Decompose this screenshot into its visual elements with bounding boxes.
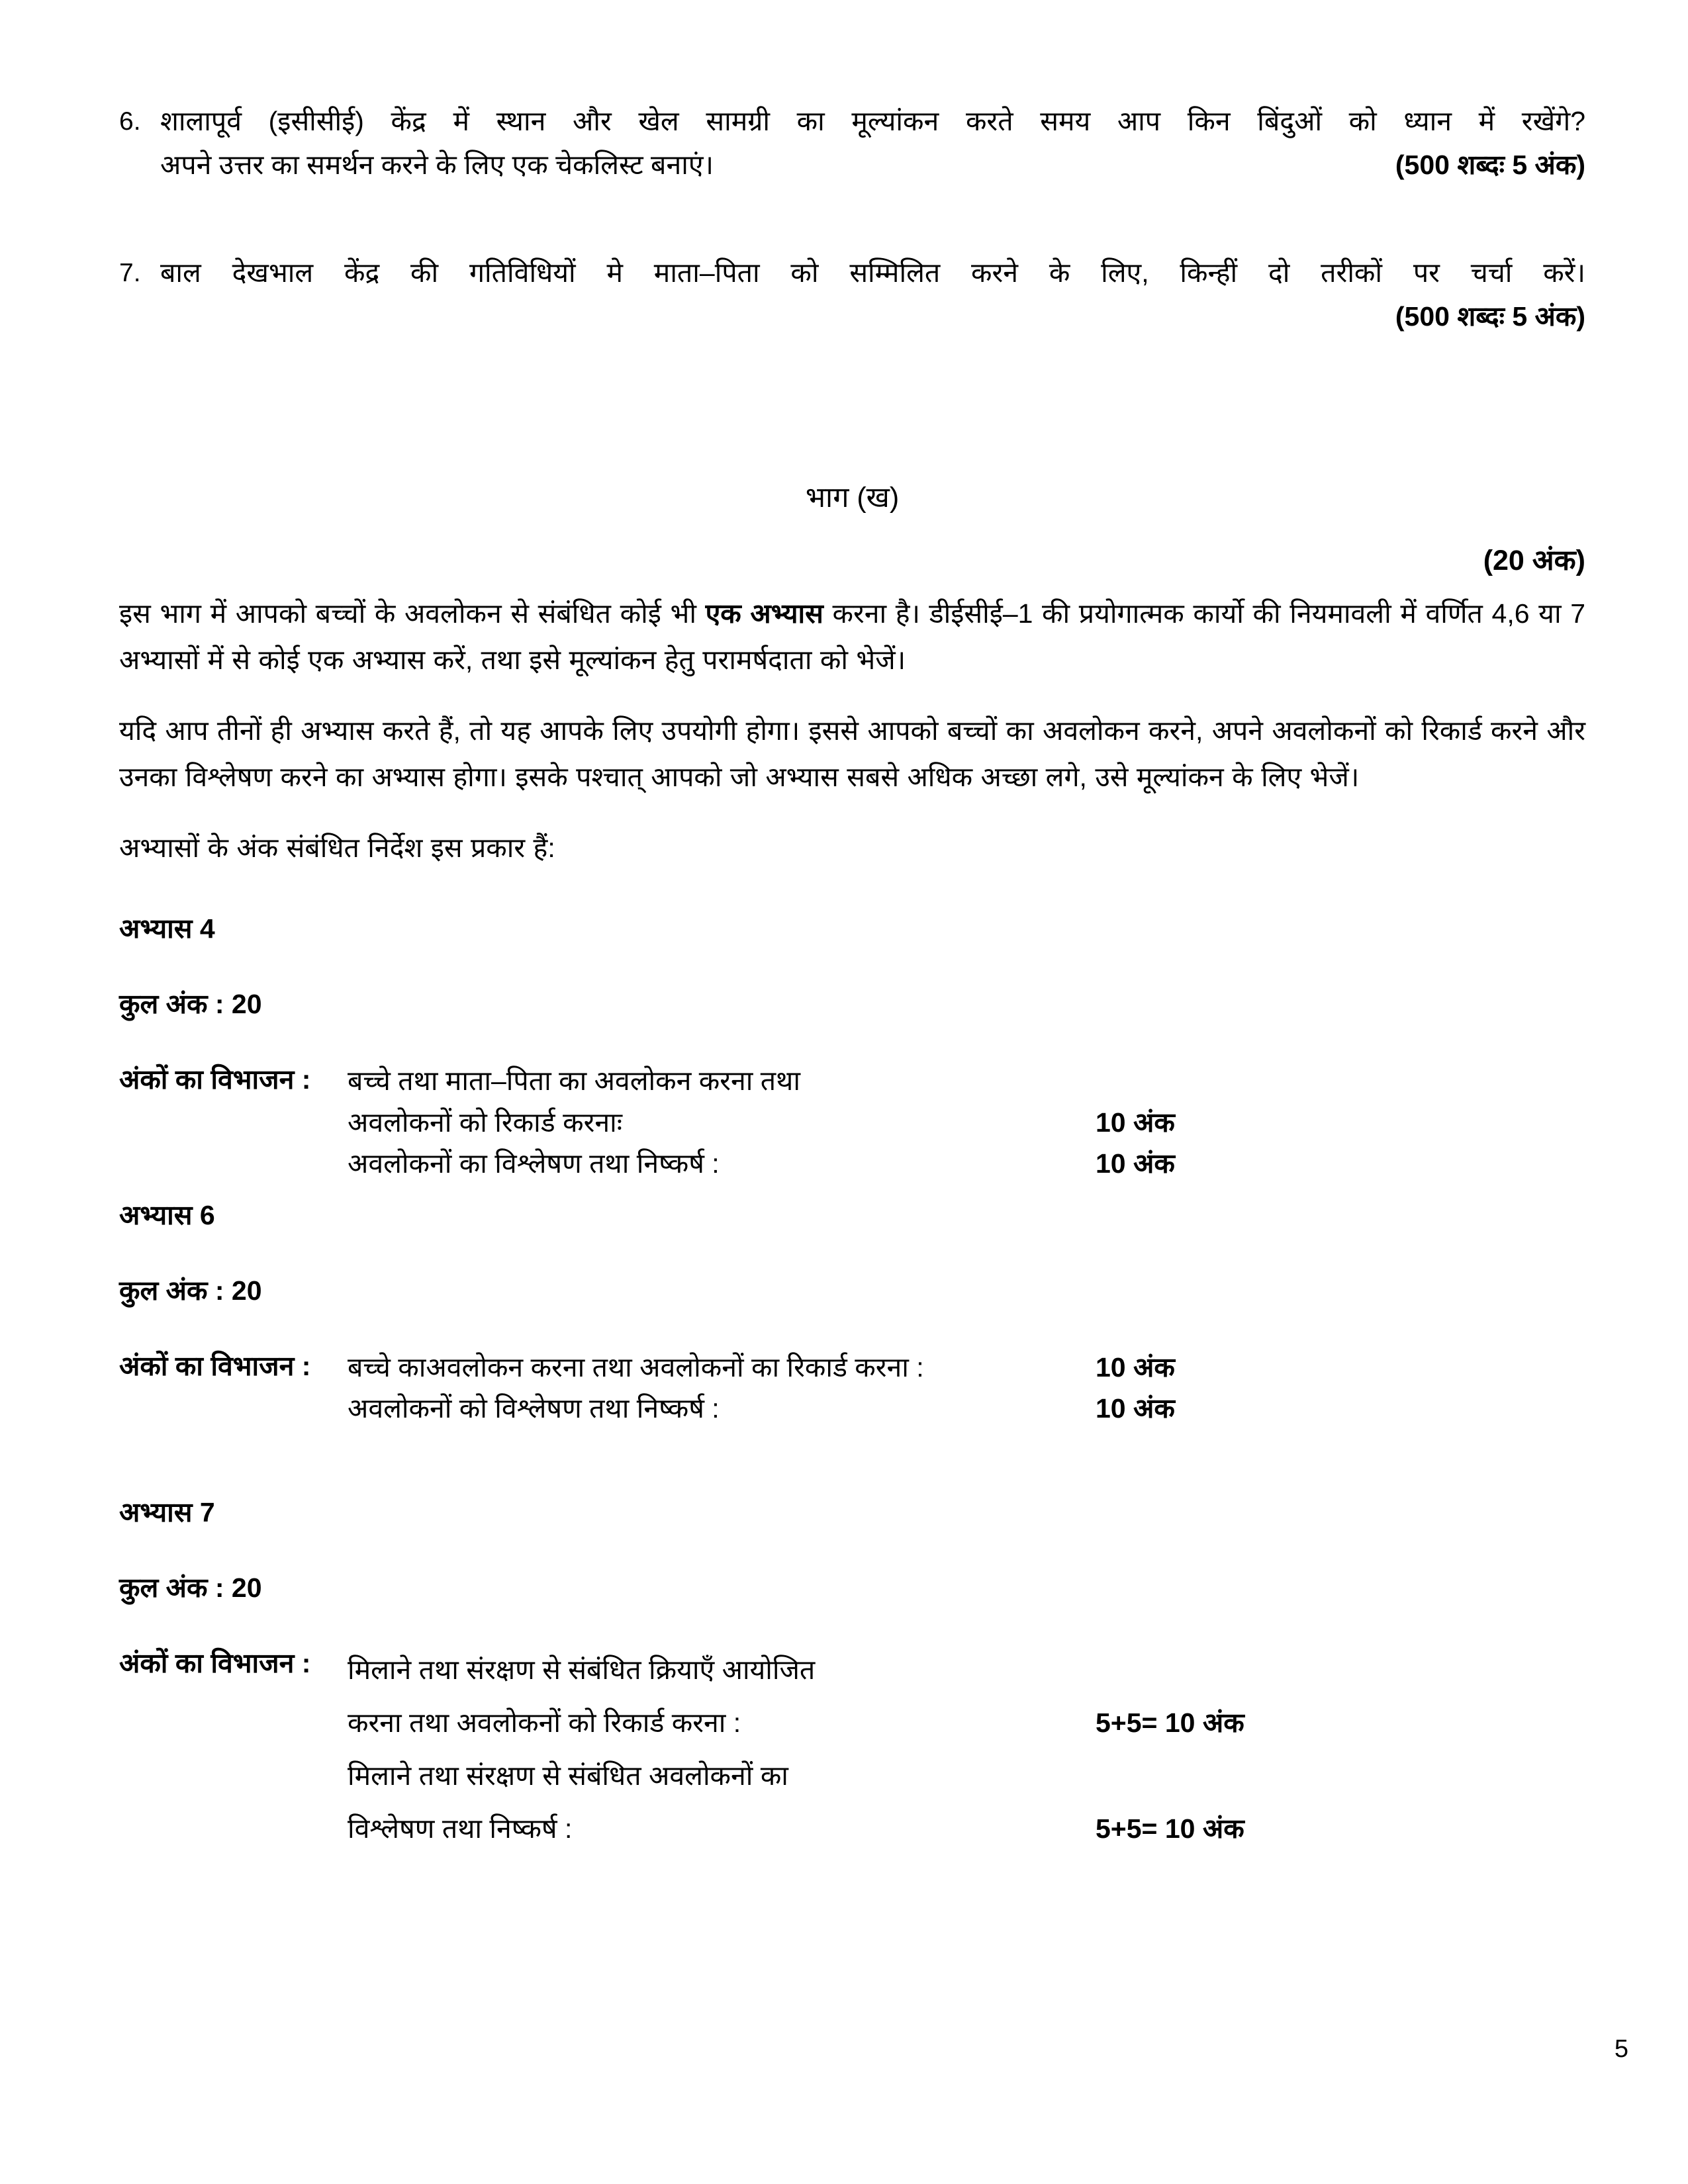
practice-7-row-4-text: विश्लेषण तथा निष्कर्ष : <box>348 1813 573 1844</box>
gap-before-practice-6 <box>119 1184 1585 1196</box>
question-6 <box>119 99 1585 187</box>
practice-7-breakdown-label: अंकों का विभाजन : <box>119 1647 311 1678</box>
part-paragraph-3: अभ्यासों के अंक संबंधित निर्देश इस प्रकार हैं: <box>119 832 555 863</box>
practice-7-row-3-text: मिलाने तथा संरक्षण से संबंधित अवलोकनों का <box>348 1760 788 1791</box>
page-content <box>119 0 1585 1856</box>
practice-6-total: कुल अंक : 20 <box>119 1275 262 1306</box>
practice-6-row-2-value: 10 अंक <box>1096 1393 1175 1424</box>
practice-7-total: कुल अंक : 20 <box>119 1572 262 1603</box>
practice-6-breakdown <box>119 1347 1585 1430</box>
practice-7-row-2-text: करना तथा अवलोकनों को रिकार्ड करना : <box>348 1707 741 1738</box>
practice-4-row-3 <box>348 1143 1585 1184</box>
practice-6-row-1 <box>348 1347 1585 1388</box>
practice-4-row-2-value: 10 अंक <box>1096 1107 1175 1138</box>
part-paragraph-2: यदि आप तीनों ही अभ्यास करते हैं, तो यह आपके लिए उपयोगी होगा। इससे आपको बच्चों का अवलोकन करने, अपने अवलोकनों को रिकार्ड करने और उनका विश्लेषण करने का अभ्यास होगा। इसके पश्चात् आपको जो अभ्यास सबसे अधिक अच्छा लगे, उसे मूल्यांकन के लिए भेजें। <box>119 715 1585 793</box>
gap-para-1-2 <box>119 684 1585 707</box>
question-6-number: 6. <box>119 107 141 136</box>
practice-6-breakdown-label: अंकों का विभाजन : <box>119 1351 311 1382</box>
gap-before-part <box>119 339 1585 438</box>
question-7-line-1: बाल देखभाल केंद्र की गतिविधियों मे माता–पिता को सम्मिलित करने के लिए, किन्हीं दो तरीकों पर चर्चा करें। <box>160 257 1585 288</box>
practice-7-row-3 <box>348 1750 1585 1803</box>
part-marks: (20 अंक) <box>1483 544 1585 576</box>
practice-6-row-1-text: बच्चे काअवलोकन करना तथा अवलोकनों का रिकार्ड करना : <box>348 1352 924 1383</box>
practice-6-title: अभ्यास 6 <box>119 1200 215 1231</box>
practice-4-title: अभ्यास 4 <box>119 913 215 944</box>
practice-6-row-2-text: अवलोकनों को विश्लेषण तथा निष्कर्ष : <box>348 1393 720 1424</box>
question-6-line-2-row <box>160 143 1585 187</box>
gap-para-2-3 <box>119 801 1585 825</box>
gap-before-part-2 <box>119 438 1585 477</box>
practice-6-breakdown-lines <box>348 1347 1585 1430</box>
gap-practice-6-total-breakdown <box>119 1308 1585 1347</box>
part-intro-paragraph <box>119 590 1585 684</box>
intro-text-b: करना है। डीईसीई–1 की प्रयोगात्मक कार्यो की नियमावली में वर्णित 4,6 या 7 अभ्यासों में से कोई एक अभ्यास करें, तथा इसे मूल्यांकन हेतु परामर्षदाता को भेजें। <box>119 598 1585 676</box>
gap-q6-q7 <box>119 187 1585 251</box>
gap-after-part-title <box>119 516 1585 539</box>
question-6-marks: (500 शब्दः 5 अंक) <box>1395 150 1585 181</box>
gap-practice-4-total-breakdown <box>119 1022 1585 1060</box>
gap-practice-4-title-total <box>119 946 1585 985</box>
practice-7-row-4-value: 5+5= 10 अंक <box>1096 1813 1244 1844</box>
practice-4-row-1 <box>348 1060 1585 1101</box>
practice-4-total: कुल अंक : 20 <box>119 989 262 1020</box>
practice-4-row-3-text: अवलोकनों का विश्लेषण तथा निष्कर्ष : <box>348 1148 720 1179</box>
practice-6-row-2 <box>348 1388 1585 1429</box>
practice-7-row-1 <box>348 1644 1585 1697</box>
practice-4-breakdown-lines <box>348 1060 1585 1184</box>
gap-after-part-marks <box>119 578 1585 590</box>
practice-4-row-2-text: अवलोकनों को रिकार्ड करनाः <box>348 1107 623 1138</box>
practice-4-row-2 <box>348 1102 1585 1143</box>
practice-7-breakdown <box>119 1644 1585 1856</box>
gap-before-practice-4 <box>119 871 1585 909</box>
question-6-line-1: शालापूर्व (इसीसीई) केंद्र में स्थान और खेल सामग्री का मूल्यांकन करते समय आप किन बिंदुओं को ध्यान में रखेंगे? <box>160 106 1585 136</box>
practice-7-row-1-text: मिलाने तथा संरक्षण से संबंधित क्रियाएँ आयोजित <box>348 1654 816 1685</box>
gap-practice-7-total-breakdown <box>119 1606 1585 1644</box>
gap-practice-6-title-total <box>119 1233 1585 1271</box>
practice-4-row-3-value: 10 अंक <box>1096 1148 1175 1179</box>
top-margin-spacer <box>119 0 1585 99</box>
part-title: भाग (ख) <box>805 481 900 514</box>
practice-7-title: अभ्यास 7 <box>119 1496 215 1527</box>
question-6-body <box>160 99 1585 187</box>
intro-text-bold: एक अभ्यास <box>705 598 823 629</box>
page-number: 5 <box>1614 2035 1628 2063</box>
practice-4-row-1-text: बच्चे तथा माता–पिता का अवलोकन करना तथा <box>348 1066 800 1097</box>
question-7 <box>119 251 1585 339</box>
question-7-body <box>160 251 1585 339</box>
practice-7-row-4 <box>348 1803 1585 1856</box>
gap-before-practice-7 <box>119 1430 1585 1493</box>
question-6-line-2: अपने उत्तर का समर्थन करने के लिए एक चेकलिस्ट बनाएं। <box>160 150 714 181</box>
practice-7-row-2-value: 5+5= 10 अंक <box>1096 1707 1244 1738</box>
practice-4-breakdown <box>119 1060 1585 1184</box>
gap-practice-7-title-total <box>119 1530 1585 1569</box>
practice-7-breakdown-lines <box>348 1644 1585 1856</box>
practice-4-breakdown-label: अंकों का विभाजन : <box>119 1064 311 1095</box>
question-7-number: 7. <box>119 258 141 287</box>
practice-6-row-1-value: 10 अंक <box>1096 1352 1175 1383</box>
intro-text-a: इस भाग में आपको बच्चों के अवलोकन से संबंधित कोई भी <box>119 598 706 629</box>
practice-7-row-2 <box>348 1697 1585 1750</box>
question-7-marks: (500 शब्दः 5 अंक) <box>1395 301 1585 332</box>
